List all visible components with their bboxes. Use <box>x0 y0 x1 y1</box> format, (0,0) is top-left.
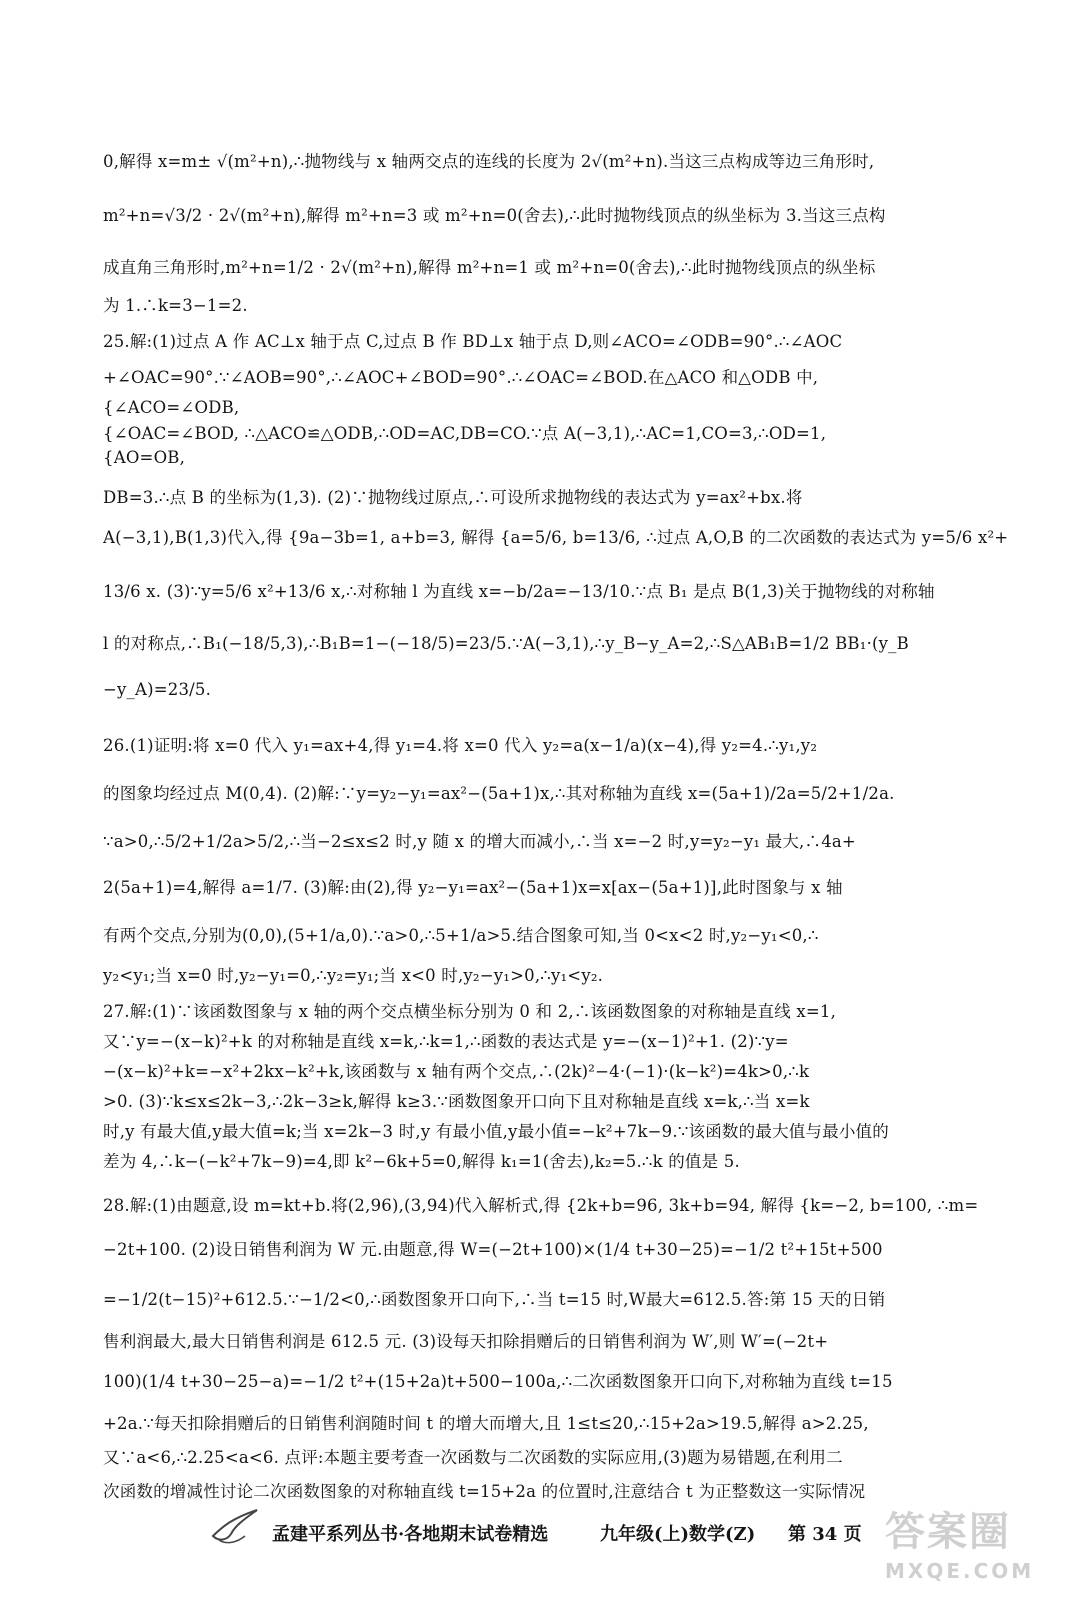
text-line: y₂<y₁;当 x=0 时,y₂−y₁=0,∴y₂=y₁;当 x<0 时,y₂−y₁>0,∴y₁<y₂. <box>103 966 604 985</box>
watermark-url: MXQE.COM <box>885 1559 1035 1583</box>
text-line: {∠OAC=∠BOD, ∴△ACO≌△ODB,∴OD=AC,DB=CO.∵点 A(−3,1),∴AC=1,CO=3,∴OD=1, <box>103 424 827 443</box>
text-line: m²+n=√3/2 · 2√(m²+n),解得 m²+n=3 或 m²+n=0(舍去),∴此时抛物线顶点的纵坐标为 3.当这三点构 <box>103 206 886 225</box>
text-line: >0. (3)∵k≤x≤2k−3,∴2k−3≥k,解得 k≥3.∵函数图象开口向下且对称轴是直线 x=k,∴当 x=k <box>103 1092 810 1111</box>
text-line: {∠ACO=∠ODB, <box>103 398 240 417</box>
text-line: 13/6 x. (3)∵y=5/6 x²+13/6 x,∴对称轴 l 为直线 x=−b/2a=−13/10.∵点 B₁ 是点 B(1,3)关于抛物线的对称轴 <box>103 582 935 601</box>
watermark-logo-text: 答案圈 <box>885 1509 1011 1555</box>
text-line: 次函数的增减性讨论二次函数图象的对称轴直线 t=15+2a 的位置时,注意结合 t 为正整数这一实际情况 <box>103 1482 866 1501</box>
text-line: 差为 4,∴k−(−k²+7k−9)=4,即 k²−6k+5=0,解得 k₁=1(舍去),k₂=5.∴k 的值是 5. <box>103 1152 740 1171</box>
text-line: DB=3.∴点 B 的坐标为(1,3). (2)∵抛物线过原点,∴可设所求抛物线的表达式为 y=ax²+bx.将 <box>103 488 803 507</box>
text-line: −2t+100. (2)设日销售利润为 W 元.由题意,得 W=(−2t+100)×(1/4 t+30−25)=−1/2 t²+15t+500 <box>103 1240 883 1259</box>
text-line: 100)(1/4 t+30−25−a)=−1/2 t²+(15+2a)t+500−100a,∴二次函数图象开口向下,对称轴为直线 t=15 <box>103 1372 893 1391</box>
text-line: 成直角三角形时,m²+n=1/2 · 2√(m²+n),解得 m²+n=1 或 m²+n=0(舍去),∴此时抛物线顶点的纵坐标 <box>103 258 876 277</box>
footer-page-number: 第 34 页 <box>788 1524 862 1545</box>
text-line: −y_A)=23/5. <box>103 680 212 699</box>
text-line: +∠OAC=90°.∵∠AOB=90°,∴∠AOC+∠BOD=90°.∴∠OAC=∠BOD.在△ACO 和△ODB 中, <box>103 368 819 387</box>
text-line: 0,解得 x=m± √(m²+n),∴抛物线与 x 轴两交点的连线的长度为 2√(m²+n).当这三点构成等边三角形时, <box>103 152 875 171</box>
text-line: 26.(1)证明:将 x=0 代入 y₁=ax+4,得 y₁=4.将 x=0 代入 y₂=a(x−1/a)(x−4),得 y₂=4.∴y₁,y₂ <box>103 736 818 755</box>
text-line: 有两个交点,分别为(0,0),(5+1/a,0).∵a>0,∴5+1/a>5.结合图象可知,当 0<x<2 时,y₂−y₁<0,∴ <box>103 926 819 945</box>
text-line: 25.解:(1)过点 A 作 AC⊥x 轴于点 C,过点 B 作 BD⊥x 轴于点 D,则∠ACO=∠ODB=90°.∴∠AOC <box>103 332 843 351</box>
text-line: A(−3,1),B(1,3)代入,得 {9a−3b=1, a+b=3, 解得 {a=5/6, b=13/6, ∴过点 A,O,B 的二次函数的表达式为 y=5/6 x²+ <box>103 528 1009 547</box>
text-line: ∵a>0,∴5/2+1/2a>5/2,∴当−2≤x≤2 时,y 随 x 的增大而减小,∴当 x=−2 时,y=y₂−y₁ 最大,∴4a+ <box>103 832 856 851</box>
text-line: =−1/2(t−15)²+612.5.∵−1/2<0,∴函数图象开口向下,∴当 t=15 时,W最大=612.5.答:第 15 天的日销 <box>103 1290 886 1309</box>
text-line: 时,y 有最大值,y最大值=k;当 x=2k−3 时,y 有最小值,y最小值=−k²+7k−9.∵该函数的最大值与最小值的 <box>103 1122 889 1141</box>
text-line: 售利润最大,最大日销售利润是 612.5 元. (3)设每天扣除捐赠后的日销售利润为 W′,则 W′=(−2t+ <box>103 1332 829 1351</box>
text-line: 27.解:(1)∵该函数图象与 x 轴的两个交点横坐标分别为 0 和 2,∴该函数图象的对称轴是直线 x=1, <box>103 1002 837 1021</box>
text-line: 为 1.∴k=3−1=2. <box>103 296 248 315</box>
text-line: 又∵a<6,∴2.25<a<6. 点评:本题主要考查一次函数与二次函数的实际应用,(3)题为易错题,在利用二 <box>103 1448 843 1467</box>
text-line: {AO=OB, <box>103 448 186 467</box>
text-line: 28.解:(1)由题意,设 m=kt+b.将(2,96),(3,94)代入解析式,得 {2k+b=96, 3k+b=94, 解得 {k=−2, b=100, ∴m= <box>103 1196 979 1215</box>
footer-series: 孟建平系列丛书·各地期末试卷精选 <box>272 1524 549 1545</box>
page-footer <box>200 1512 900 1552</box>
text-line: 的图象均经过点 M(0,4). (2)解:∵y=y₂−y₁=ax²−(5a+1)x,∴其对称轴为直线 x=(5a+1)/2a=5/2+1/2a. <box>103 784 895 803</box>
watermark <box>885 1500 1075 1595</box>
text-line: 2(5a+1)=4,解得 a=1/7. (3)解:由(2),得 y₂−y₁=ax²−(5a+1)x=x[ax−(5a+1)],此时图象与 x 轴 <box>103 878 843 897</box>
footer-grade: 九年级(上)数学(Z) <box>600 1524 756 1545</box>
text-line: −(x−k)²+k=−x²+2kx−k²+k,该函数与 x 轴有两个交点,∴(2k)²−4·(−1)·(k−k²)=4k>0,∴k <box>103 1062 810 1081</box>
text-line: l 的对称点,∴B₁(−18/5,3),∴B₁B=1−(−18/5)=23/5.∵A(−3,1),∴y_B−y_A=2,∴S△AB₁B=1/2 BB₁·(y_B <box>103 634 909 653</box>
text-line: 又∵y=−(x−k)²+k 的对称轴是直线 x=k,∴k=1,∴函数的表达式是 y=−(x−1)²+1. (2)∵y= <box>103 1032 789 1051</box>
text-line: +2a.∵每天扣除捐赠后的日销售利润随时间 t 的增大而增大,且 1≤t≤20,∴15+2a>19.5,解得 a>2.25, <box>103 1414 869 1433</box>
